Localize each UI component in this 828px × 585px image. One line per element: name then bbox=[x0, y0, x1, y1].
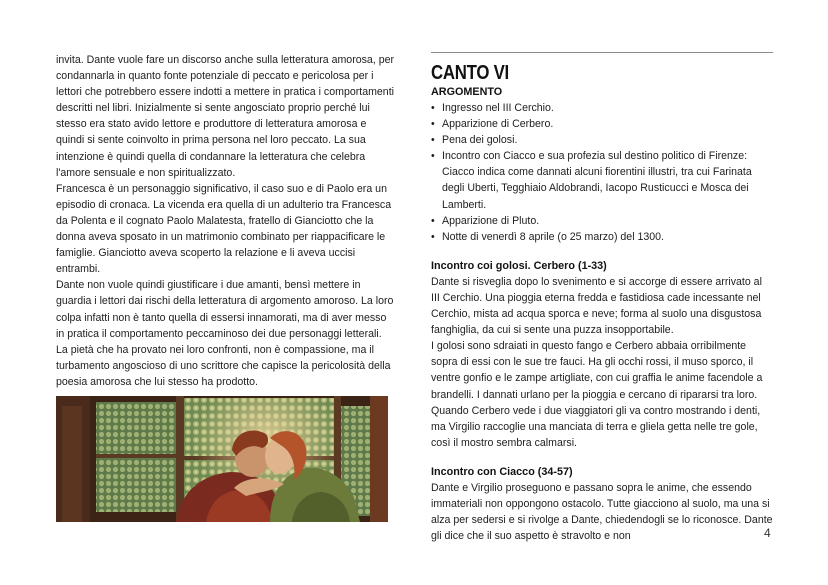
list-item: • Apparizione di Cerbero. bbox=[431, 116, 773, 132]
left-paragraph-1: invita. Dante vuole fare un discorso anche sulla letteratura amorosa, per condannarla in quanto fonte potenziale di peccato e pericolosa per i lettori che potrebbero essere indotti a mettere in pratica i comportamenti descritti nel libri. Inizialmente si sente angosciato proprio perché lui stesso era stato avido lettore e produttore di letteratura amorosa e quindi si sente coinvolto in prima persona nel loro peccato. La sua intenzione è quindi quella di condannare la letteratura che celebra l'amore sensuale e non spiritualizzato. bbox=[56, 54, 395, 179]
list-item: • Apparizione di Pluto. bbox=[431, 213, 773, 229]
left-column bbox=[56, 52, 396, 390]
right-column bbox=[431, 52, 773, 544]
list-item: • Notte di venerdì 8 aprile (o 25 marzo) del 1300. bbox=[431, 229, 773, 245]
left-paragraph-4: La pietà che ha provato nei loro confronti, non è compassione, ma il turbamento angoscioso di uno scrittore che capisce la pericolosità della poesia amorosa che lui stesso ha prodotto. bbox=[56, 343, 391, 388]
section-heading-ciacco: Incontro con Ciacco (34-57) bbox=[431, 465, 573, 478]
list-item: • Ingresso nel III Cerchio. bbox=[431, 100, 773, 116]
canto-title: CANTO VI bbox=[431, 62, 509, 84]
page-number: 4 bbox=[764, 526, 771, 540]
section-paragraph: I golosi sono sdraiati in questo fango e Cerbero abbaia orribilmente sopra di essi con le sue tre fauci. Ha gli occhi rossi, il muso sporco, il ventre gonfio e le zampe artigliate, con cui graffia le anime facendole a brandelli. I dannati urlano per la pioggia e cercano di ripararsi tra loro. Quando Cerbero vede i due viaggiatori gli va contro mostrando i denti, ma Virgilio raccoglie una manciata di terra e gliela getta nelle tre gole, così il mostro sembra calmarsi. bbox=[431, 340, 763, 449]
top-divider bbox=[431, 52, 773, 53]
argument-list bbox=[431, 100, 773, 245]
painting-svg bbox=[56, 396, 388, 522]
section-heading-golosi: Incontro coi golosi. Cerbero (1-33) bbox=[431, 259, 607, 272]
argument-heading: ARGOMENTO bbox=[431, 86, 503, 98]
paolo-francesca-painting bbox=[56, 396, 388, 522]
left-paragraph-3: Dante non vuole quindi giustificare i due amanti, bensì mettere in guardia i lettori dai rischi della letteratura di argomento amoroso. La loro colpa infatti non è tanto quella di essersi innamorati, ma di aver messo in pratica il comportamento peccaminoso dei due personaggi letterali. bbox=[56, 279, 394, 340]
list-item: • Incontro con Ciacco e sua profezia sul destino politico di Firenze: Ciacco indica come dannati alcuni fiorentini illustri, tra cui Farinata degli Uberti, Tegghiaio Aldobrandi, Iacopo Rusticucci e Mosca dei Lamberti. bbox=[431, 148, 773, 212]
left-paragraph-2: Francesca è un personaggio significativo, il caso suo e di Paolo era un episodio di cronaca. La vicenda era quella di un adulterio tra Francesca da Polenta e il cognato Paolo Malatesta, fratello di Gianciotto che la donna aveva sposato in un matrimonio combinato per riappacificare le famiglie. Gianciotto aveva scoperto la relazione e li aveva uccisi entrambi. bbox=[56, 182, 392, 276]
list-item: • Pena dei golosi. bbox=[431, 132, 773, 148]
section-paragraph: Dante si risveglia dopo lo svenimento e si accorge di essere arrivato al III Cerchio. Una pioggia eterna fredda e fastidiosa cade incessante nel Cerchio, mista ad acqua sporca e neve; forma al suolo una disgustosa fanghiglia, da cui si sente una puzza insopportabile. bbox=[431, 275, 762, 337]
section-paragraph: Dante e Virgilio proseguono e passano sopra le anime, che essendo immateriali non oppongono ostacolo. Tutte giacciono al suolo, ma una si alza per sedersi e si rivolge a Dante, chiedendogli se lo riconosce. Dante gli dice che il suo aspetto è stravolto e non bbox=[431, 481, 773, 543]
